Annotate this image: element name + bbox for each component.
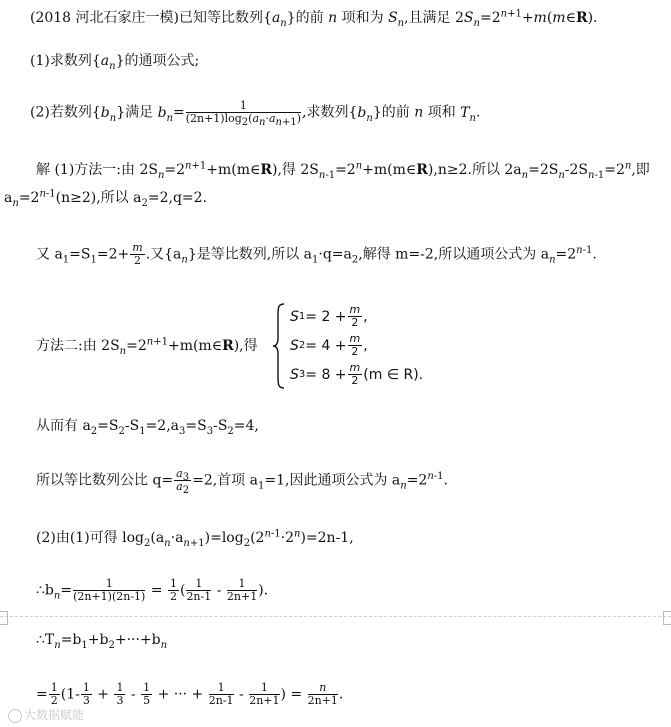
solution-method2: 方法二:由 $2S_n=2^{n+1}+m(m\in R)$,得 (36, 336, 258, 357)
solution-part2-line10: = $\frac{1}{2}$ (1- $\frac{1}{3}$ + $\frac{1}{3}$ - $\frac{1}{5}$ + ··· + $\frac{1}{2n-1}$ - $\frac{1}{2n+1}$ ) = $\frac{n}{2n+1}$ . (36, 681, 344, 707)
solution-method1-line1: 解 (1)方法一:由 $2S_n=2^{n+1}+m(m\in R)$,得 $2S_{n-1}=2^n+m(m\in R),n\ge 2$.所以 $2a_n=2S_n-2S_{n-1}=2^n$,即 (36, 160, 650, 181)
solution-line5: 从而有 $a_2=S_2-S_1=2,a_3=S_3-S_2=4$, (36, 418, 259, 437)
solution-part2-line8: $\therefore b_n=$ $\frac{1}{(2n+1)(2n-1)}$ = $\frac{1}{2}$ ( $\frac{1}{2n-1}$ - $\frac{1}{2n+1}$ ). (36, 577, 269, 603)
system-row-3: S 3 = 8 + $\frac{m}{2}$ (m ∈ R). (290, 361, 424, 387)
system-row-2: S 2 = 4 + $\frac{m}{2}$ , (290, 332, 368, 358)
watermark-logo-icon (8, 709, 22, 723)
question-1: (1)求数列$\{a_n\}$的通项公式; (30, 53, 200, 72)
solution-method1-line3: 又 $a_1=S_1=2+$ $\frac{m}{2}$ .又$\{a_n\}$是等比数列,所以 $a_1\cdot q=a_2$,解得 m=-2,所以通项公式为 $a_n=2^{n-1}$. (36, 241, 597, 267)
page-divider (0, 616, 671, 617)
watermark: 大数据赋能 (8, 706, 84, 723)
right-margin-mark (663, 611, 671, 625)
solution-part2-line9: $\therefore T_n=b_1+b_2+\cdot\cdot\cdot+b_n$ (36, 632, 168, 651)
left-margin-mark (0, 611, 8, 625)
left-brace (272, 302, 286, 390)
equation-system (290, 302, 450, 389)
problem-intro: (2018 河北石家庄一模)已知等比数列$\{a_n\}$的前 n 项和为 $S_n$,且满足 $2S_n=2^{n+1}+m(m\in R)$. (30, 8, 598, 29)
question-2: (2)若数列$\{b_n\}$满足 $b_n=$ $\frac{1}{(2n+1)\log_2(a_n\cdot a_{n+1})}$ ,求数列$\{b_n\}$的前 n 项和 $T_n$. (30, 99, 481, 129)
solution-method1-line2: $a_n=2^{n-1}(n\ge 2)$,所以 $a_2=2,q=2$. (4, 188, 207, 209)
system-row-1: S 1 = 2 + $\frac{m}{2}$ , (290, 303, 368, 329)
solution-part2-line7: (2)由(1)可得 $\log_2(a_n\cdot a_{n+1})=\log_2(2^{n-1}\cdot 2^n)=2n-1$, (36, 528, 354, 549)
solution-line6: 所以等比数列公比 q= $\frac{a_3}{a_2}$ =2,首项 $a_1=1$,因此通项公式为 $a_n=2^{n-1}$. (36, 467, 448, 497)
